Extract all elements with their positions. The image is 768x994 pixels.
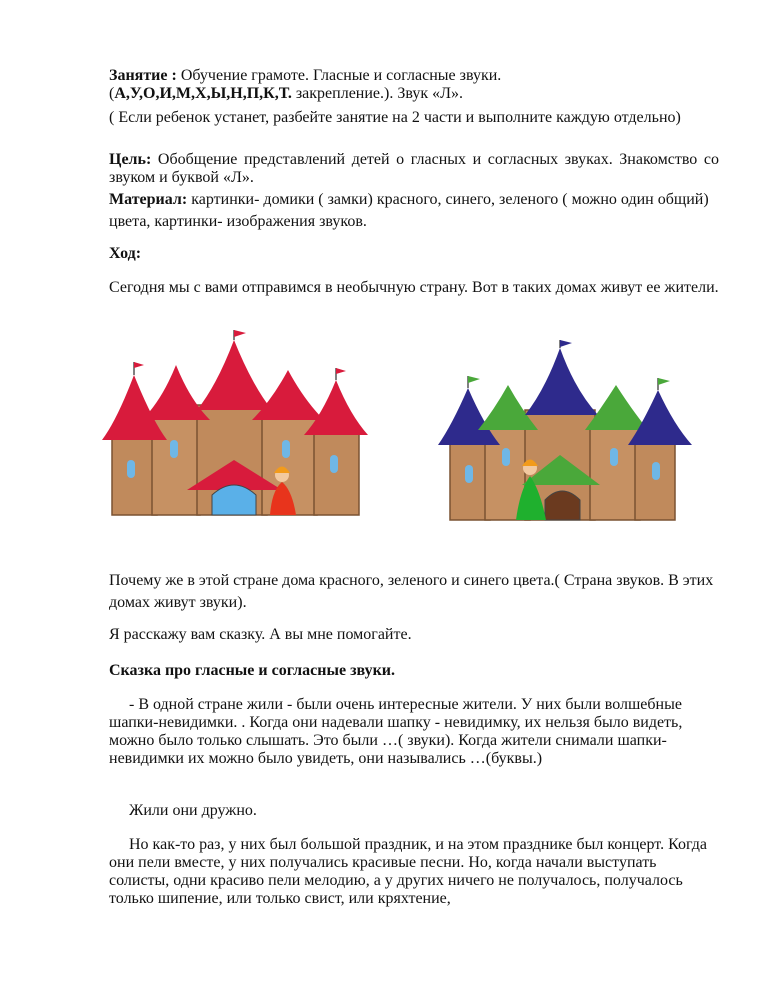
- note-text: ( Если ребенок устанет, разбейте занятие на 2 части и выполните каждую отдельно): [109, 109, 681, 126]
- lesson-line: [109, 67, 719, 103]
- tale-paragraph-2: Жили они дружно.: [129, 802, 257, 819]
- material-text: картинки- домики ( замки) красного, синего, зеленого ( можно один общий) цвета, картинки- изображения звуков.: [109, 191, 709, 230]
- question-paragraph: Почему же в этой стране дома красного, зеленого и синего цвета.( Страна звуков. В этих домах живут звуки).: [109, 572, 714, 611]
- material-label: Материал:: [109, 191, 188, 208]
- lesson-label: Занятие :: [109, 67, 177, 84]
- blue-castle-image: [430, 340, 700, 530]
- goal-text: Обобщение представлений детей о гласных и согласных звуках. Знакомство со звуком и буквой «Л».: [109, 151, 719, 186]
- tale-paragraph-3: Но как-то раз, у них был большой праздник, и на этом празднике был концерт. Когда они пели вместе, у них получались красивые песни. Но, когда начали выступать солисты, одни красиво пели мелодию, а у других ничего не получалось, получалось только шипение, или только свист, или кряхтение,: [109, 836, 707, 907]
- tale-paragraph-1: - В одной стране жили - были очень интересные жители. У них были волшебные шапки-невидимки. . Когда они надевали шапку - невидимку, их нельзя было видеть, можно было только слышать. Это были …( звуки). Когда жители снимали шапки- невидимки их можно было увидеть, они назывались …(буквы.): [109, 696, 683, 767]
- lesson-letters: А,У,О,И,М,Х,Ы,Н,П,К,Т.: [114, 85, 292, 102]
- goal-paragraph: [109, 151, 719, 187]
- blue-castle-gate: [545, 491, 580, 520]
- material-paragraph: [109, 189, 719, 233]
- lesson-paren: (: [109, 85, 115, 102]
- red-castle-gate: [212, 485, 256, 515]
- tale-intro: Я расскажу вам сказку. А вы мне помогайте.: [109, 626, 412, 643]
- intro-paragraph: Сегодня мы с вами отправимся в необычную страну. Вот в таких домах живут ее жители.: [109, 279, 719, 296]
- progress-heading: Ход:: [109, 245, 142, 262]
- red-castle-image: [92, 330, 372, 530]
- goal-label: Цель:: [109, 151, 152, 168]
- lesson-topic: Обучение грамоте. Гласные и согласные звуки.: [176, 67, 502, 84]
- lesson-topic-2: закрепление.). Звук «Л».: [291, 85, 463, 102]
- tale-title: Сказка про гласные и согласные звуки.: [109, 662, 396, 679]
